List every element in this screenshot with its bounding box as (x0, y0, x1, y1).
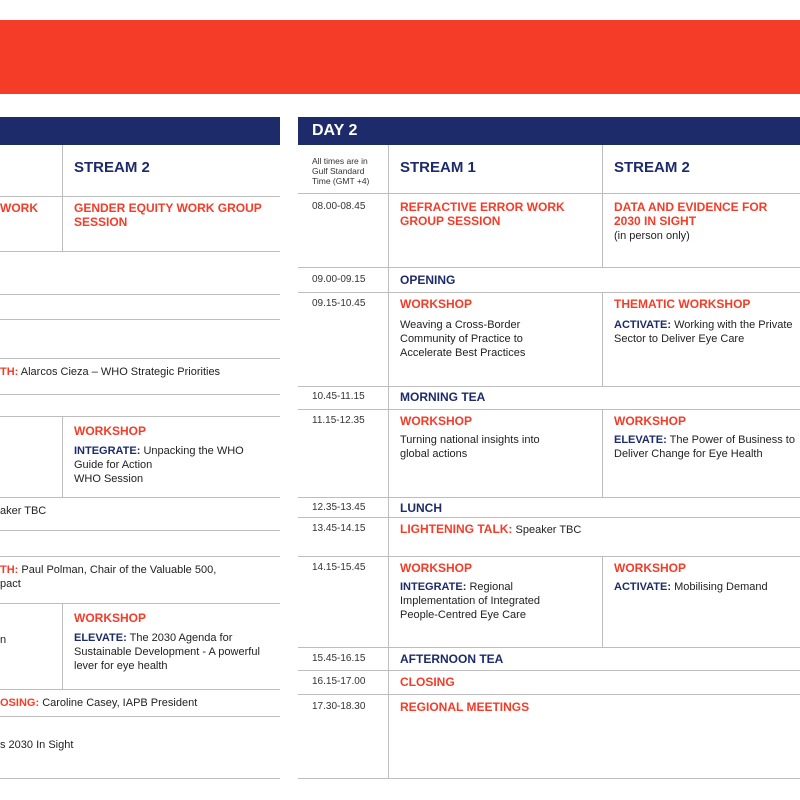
day2-r3-s2-title: THEMATIC WORKSHOP (614, 297, 751, 311)
day1-gender-left: WORK (0, 201, 38, 215)
day2-r2-label: OPENING (400, 273, 456, 287)
day2-time-r4: 10.45-11.15 (312, 391, 365, 402)
day2-r7-row: LIGHTENING TALK: Speaker TBC (400, 522, 582, 536)
day2-bar (298, 117, 800, 145)
day2-r5-s2-title: WORKSHOP (614, 414, 686, 428)
day2-r9-label: AFTERNOON TEA (400, 652, 504, 666)
header-banner (0, 20, 800, 94)
day2-time-r6: 12.35-13.45 (312, 502, 366, 513)
day2-r5-s1-text: Turning national insights into global actions (400, 434, 540, 460)
day1-speaker-row: aker TBC (0, 505, 47, 517)
day2-time-r10: 16.15-17.00 (312, 676, 366, 687)
day1-alarcos-row: TH: Alarcos Cieza – WHO Strategic Priorities (0, 366, 221, 378)
day2-time-r8: 14.15-15.45 (312, 562, 366, 573)
day2-r1-s2-title: DATA AND EVIDENCE FOR 2030 IN SIGHT (614, 200, 768, 228)
day1-gender-title: GENDER EQUITY WORK GROUP SESSION (74, 201, 262, 229)
day2-r8-s2-text: ACTIVATE: Mobilising Demand (614, 581, 768, 593)
day2-r3-s2-text: ACTIVATE: Working with the Private Sector to Deliver Eye Care (614, 319, 793, 345)
day2-r1-s1-title: REFRACTIVE ERROR WORK GROUP SESSION (400, 200, 565, 228)
day1-polman-row: TH: Paul Polman, Chair of the Valuable 500, pact (0, 564, 217, 590)
day2-r1-s2-sub: (in person only) (614, 230, 690, 242)
day2-r6-label: LUNCH (400, 501, 442, 515)
day1-bar (0, 117, 280, 145)
day2-time-r3: 09.15-10.45 (312, 298, 366, 309)
day2-r10-label: CLOSING (400, 675, 455, 689)
day1-last-row: s 2030 In Sight (0, 739, 74, 751)
day1-stream2-header: STREAM 2 (74, 159, 150, 176)
day2-r4-label: MORNING TEA (400, 390, 486, 404)
day2-time-r9: 15.45-16.15 (312, 653, 366, 664)
day1-integrate-text: INTEGRATE: Unpacking the WHO Guide for Action WHO Session (74, 445, 244, 485)
day2-r3-s1-title: WORKSHOP (400, 297, 472, 311)
day2-time-r11: 17.30-18.30 (312, 701, 366, 712)
day2-r8-s1-text: INTEGRATE: Regional Implementation of Integrated People-Centred Eye Care (400, 581, 541, 621)
day2-r8-s1-title: WORKSHOP (400, 561, 472, 575)
day2-time-r5: 11.15-12.35 (312, 415, 365, 426)
day1-elevate-left: n (0, 634, 7, 646)
day1-elevate-workshop: WORKSHOP (74, 611, 146, 625)
day2-r11-label: REGIONAL MEETINGS (400, 700, 530, 714)
day2-r5-s1-title: WORKSHOP (400, 414, 472, 428)
day2-r8-s2-title: WORKSHOP (614, 561, 686, 575)
day2-time-r2: 09.00-09.15 (312, 274, 366, 285)
day1-integrate-workshop: WORKSHOP (74, 424, 146, 438)
day2-stream2-header: STREAM 2 (614, 159, 690, 176)
day2-stream1-header: STREAM 1 (400, 159, 476, 176)
day2-r3-s1-text: Weaving a Cross-Border Community of Practice to Accelerate Best Practices (400, 319, 526, 359)
day2-time-r1: 08.00-08.45 (312, 201, 366, 212)
day2-title: DAY 2 (312, 122, 358, 139)
day2-r5-s2-text: ELEVATE: The Power of Business to Deliver Change for Eye Health (614, 434, 795, 460)
day2-time-r7: 13.45-14.15 (312, 523, 366, 534)
day1-elevate-text: ELEVATE: The 2030 Agenda for Sustainable Development - A powerful lever for eye health (74, 632, 260, 672)
day1-closing-row: OSING: Caroline Casey, IAPB President (0, 697, 198, 709)
day2-time-note: All times are in Gulf Standard Time (GMT +4) (312, 156, 370, 186)
